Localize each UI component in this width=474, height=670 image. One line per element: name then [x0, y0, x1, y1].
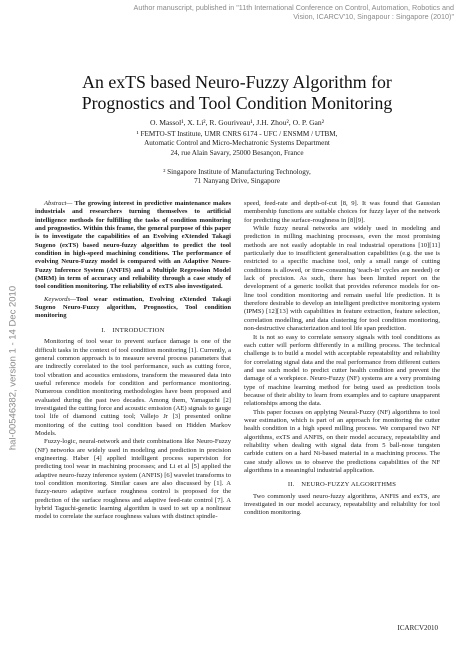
- body-paragraph: It is not so easy to correlate sensory signals with tool conditions as each cutter will perform differently in a milling process. The technical challenge is to build a model with acceptable repeatability and reliability for correlating signal data and the real performance from different cutters and use such model to predict cutter health condition and prevent the damage of a workpiece. Neuro-Fuzzy (NF) systems are a very promising type of machine learning method for being used as prediction tools because of their ability to learn from examples and to capture unapparent relationships among the data.: [244, 333, 440, 408]
- hal-identifier-sidebar: [6, 268, 20, 468]
- abstract-text: The growing interest in predictive maintenance makes industrials and researchers turning themselves to artificial intelligence methods for fulfilling the tasks of condition monitoring and prognostics. Within this frame, the general purpose of this paper is to investigate the capabilities of an Evolving eXtended Takagi Sugeno (exTS) based neuro-fuzzy algorithm to predict the tool condition in high-speed machining conditions. The performance of evolving Neuro-Fuzzy model is compared with an Adaptive Neuro-Fuzzy Inference System (ANFIS) and a Multiple Regression Model (MRM) in term of accuracy and reliability through a case study of tool condition monitoring. The reliability of exTS also investigated.: [35, 200, 231, 291]
- body-paragraph: This paper focuses on applying Neural-Fuzzy (NF) algorithms to tool wear estimation, which is part of an approach for monitoring the cutter health condition in a high speed milling process. We compared two NF algorithms, exTS and ANFIS, on their model accuracy, repeatability and reliability when dealing with signal data from 5 ball-nose tungsten carbide cutters on a hard Ni-based material in a machining process. The case study allows us to observe the predictions capabilities of the NF algorithms in a meaningful industrial application.: [244, 408, 440, 474]
- body-paragraph: Monitoring of tool wear to prevent surface damage is one of the difficult tasks in the context of tool condition monitoring [1]. Currently, a general common approach is to measure several process parameters that are indirectly correlated to the tool performance, such as cutting force, tool vibration and acoustics emissions, transform the measured data into useful reference models for condition and performance monitoring. Numerous condition monitoring methodologies have been proposed and evaluated during the past two decades. Among them, Yamaguchi [2] investigated the cutting force and acoustic emission (AE) signals to gauge tool life of diamond cutting tool; Vallejo Jr [3] presented online monitoring of the cutting tool condition based on Hidden Markov Models.: [35, 338, 231, 437]
- body-paragraph: Fuzzy-logic, neural-network and their combinations like Neuro-Fuzzy (NF) networks are widely used in modeling and prediction in precision engineering. Haber [4] applied intelligent process supervision for predicting tool wear in machining processes; and Li et al [5] applied the adaptive neuro-fuzzy inference system (ANFIS) [6] wavelet transforms to tool condition monitoring. Similar cases are also discussed by [1]. A fuzzy-neuro adaptive surface roughness control is proposed for the prediction of the surface roughness and adaptive feed-rate control [7]. A hybrid Taguchi-genetic learning algorithm is used to set up a nonlinear model to correlate the surface roughness values with distinct spindle-: [35, 438, 231, 521]
- hal-identifier-text: hal-00546382, version 1 - 14 Dec 2010: [7, 285, 19, 451]
- section-heading-neuro-fuzzy: II. NEURO-FUZZY ALGORITHMS: [287, 481, 397, 489]
- body-paragraph: Two commonly used neuro-fuzzy algorithms, ANFIS and exTS, are investigated in our model accuracy, repeatability and reliability for tool condition monitoring.: [244, 492, 440, 517]
- affiliation-line: 71 Nanyang Drive, Singapore: [194, 177, 280, 186]
- affiliation-line: ¹ FEMTO-ST Institute, UMR CNRS 6174 - UFC / ENSMM / UTBM,: [136, 130, 338, 138]
- abstract-label: Abstract—: [44, 200, 73, 207]
- keywords-text: Tool wear estimation, Evolving eXtended Takagi Sugeno Neuro-Fuzzy algorithm, Prognostics, Tool condition monitoring: [35, 295, 231, 320]
- paper-title: An exTS based Neuro-Fuzzy Algorithm for Prognostics and Tool Condition Monitoring: [81, 72, 393, 113]
- affiliation-line: ² Singapore Institute of Manufacturing Technology,: [163, 168, 311, 176]
- publication-note: Author manuscript, published in "11th International Conference on Control, Automation, Robotics and Vision, ICARCV'10, Singapour : Singapore (2010)": [133, 3, 454, 21]
- section-heading-introduction: I. INTRODUCTION: [101, 326, 165, 334]
- affiliation-simtech: [80, 168, 394, 187]
- affiliation-line: 24, rue Alain Savary, 25000 Besançon, France: [170, 148, 304, 157]
- conference-code: ICARCV2010: [397, 624, 438, 632]
- author-list: O. Massol¹, X. Li², R. Gouriveau¹, J.H. Zhou², O. P. Gan²: [149, 118, 324, 127]
- keywords: [35, 296, 231, 321]
- keywords-label: Keywords—: [44, 295, 76, 303]
- body-paragraph: speed, feed-rate and depth-of-cut [8, 9]. It was found that Gaussian membership functions are suitable choices for fuzzy layer of the network for predicting the surface-roughness in [8][9].: [244, 200, 440, 224]
- affiliation-line: Automatic Control and Micro-Mechatronic Systems Department: [144, 139, 330, 148]
- left-column: [35, 200, 231, 522]
- body-paragraph: While fuzzy neural networks are widely used in modeling and prediction in milling machining processes, even the most promising methods are not easily adoptable in real industrial operations [10][11] particularly due to insufficient generalisation capabilities (e.g. the use is restricted to a specific machine tool, only a small range of cutting conditions is allowed, or time-consuming 'teach-in' cycles are needed) or lack of precision. As such, there has been limited report on the development of a generic toolkit that provides reference models for on-line tool condition monitoring and remain useful life prediction. It is therefore desirable to develop an intelligent predictive monitoring system (IPMS) [12][13] with capabilities in feature extraction, feature selection, correlation modelling, and data clustering for tool condition monitoring, non-destructive characterization and tool life span prediction.: [244, 225, 440, 333]
- abstract: [35, 200, 231, 292]
- right-column: [244, 200, 440, 518]
- affiliation-femto: [80, 130, 394, 158]
